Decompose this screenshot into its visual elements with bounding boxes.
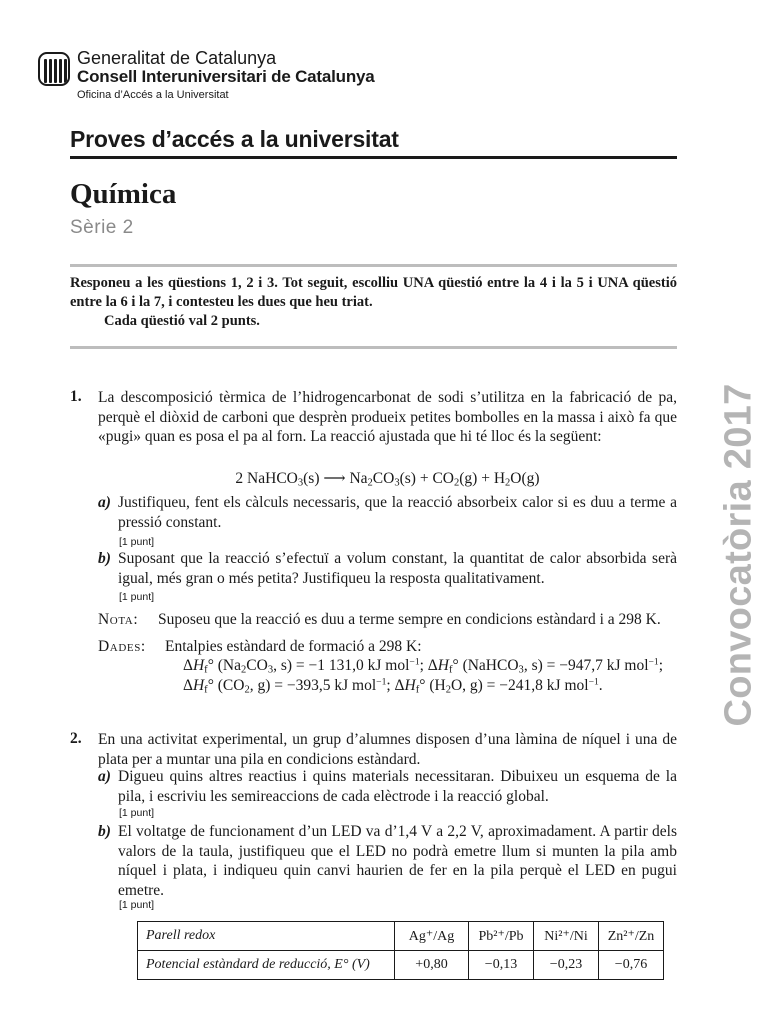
divider bbox=[70, 346, 677, 349]
question-1-equation: 2 NaHCO$_3$(s) ⟶ $Na_2CO_3(s) + CO_2(g) + H_2O(g)$ bbox=[235, 470, 540, 489]
table-row bbox=[138, 951, 664, 980]
question-1b bbox=[98, 549, 677, 588]
table-header-potential: Potencial estàndard de reducció, E° (V) bbox=[138, 951, 395, 980]
question-2a-points: [1 punt] bbox=[119, 807, 155, 819]
instructions bbox=[70, 274, 677, 331]
header-council: Consell Interuniversitari de Catalunya bbox=[77, 67, 375, 86]
table-cell: −0,13 bbox=[469, 951, 534, 980]
question-1a-text: Justifiqueu, fent els càlculs necessaris, que la reacció absorbeix calor si es duu a terme a pressió constant. bbox=[118, 494, 677, 531]
call-year-label: Convocatòria 2017 bbox=[717, 383, 760, 727]
question-2-number: 2. bbox=[70, 730, 82, 747]
question-1b-label: b) bbox=[98, 550, 111, 567]
divider bbox=[70, 264, 677, 267]
data-tag: Dades: bbox=[98, 638, 146, 655]
question-2-intro: En una activitat experimental, un grup d’alumnes disposen d’una làmina de níquel i una de plata per a muntar una pila en condicions estàndard. bbox=[98, 731, 677, 768]
question-1-intro: La descomposició tèrmica de l’hidrogencarbonat de sodi s’utilitza en la fabricació de pa, perquè el diòxid de carboni que desprèn produeix petites bombolles en la massa i això fa que «pugi» quan es posa el pa al forn. La reacció ajustada que hi té lloc és la següent: bbox=[98, 389, 677, 445]
note-text: Suposeu que la reacció es duu a terme sempre en condicions estàndard i a 298 K. bbox=[158, 611, 661, 628]
table-row bbox=[138, 922, 664, 951]
question-1b-text: Suposant que la reacció s’efectuï a volum constant, la quantitat de calor absorbida serà igual, més gran o més petita? Justifiqueu la resposta qualitativament. bbox=[118, 550, 677, 587]
data-heading bbox=[98, 638, 698, 656]
subject-title: Química bbox=[70, 178, 177, 210]
question-2b-text: El voltatge de funcionament d’un LED va d’1,4 V a 2,2 V, aproximadament. A partir dels valors de la taula, justifiqueu que el LED no podrà emetre llum si munten la pila amb níquel i plata, i indiqueu quin canvi haurien de fer en la pila perquè el LED en pugui emetre. bbox=[118, 823, 677, 899]
table-cell: Ag⁺/Ag bbox=[395, 922, 469, 951]
table-cell: −0,76 bbox=[599, 951, 664, 980]
table-cell: +0,80 bbox=[395, 951, 469, 980]
question-2b bbox=[98, 822, 677, 900]
question-2a-label: a) bbox=[98, 768, 111, 785]
table-cell: −0,23 bbox=[534, 951, 599, 980]
header-office: Oficina d’Accés a la Universitat bbox=[77, 89, 229, 101]
question-1a-points: [1 punt] bbox=[119, 536, 155, 548]
question-1a bbox=[98, 493, 677, 532]
table-cell: Zn²⁺/Zn bbox=[599, 922, 664, 951]
question-2a bbox=[98, 767, 677, 806]
note bbox=[98, 611, 698, 629]
instructions-text: Responeu a les qüestions 1, 2 i 3. Tot seguit, escolliu UNA qüestió entre la 4 i la 5 i UNA qüestió entre la 6 i la 7, i contesteu les dues que heu triat. bbox=[70, 275, 677, 310]
question-2b-label: b) bbox=[98, 823, 111, 840]
data-line-1: $\Delta H_f^\circ$ ($Na_2CO_3$, s) = −1 131,0 kJ mol$^{-1}$; $\Delta H_f^\circ$ (NaHCO$_3$, s) = −947,7 kJ mol$^{-1}$; bbox=[183, 656, 664, 676]
table-cell: Ni²⁺/Ni bbox=[534, 922, 599, 951]
note-tag: Nota: bbox=[98, 611, 139, 628]
data-text: Entalpies estàndard de formació a 298 K: bbox=[165, 638, 422, 655]
exam-title: Proves d’accés a la universitat bbox=[70, 126, 399, 152]
header-institution: Generalitat de Catalunya bbox=[77, 48, 277, 68]
question-2b-points: [1 punt] bbox=[119, 899, 155, 911]
question-1a-label: a) bbox=[98, 494, 111, 511]
series-label: Sèrie 2 bbox=[70, 217, 134, 238]
question-1b-points: [1 punt] bbox=[119, 591, 155, 603]
redox-table bbox=[137, 921, 664, 980]
instructions-points: Cada qüestió val 2 punts. bbox=[104, 313, 260, 329]
generalitat-logo-icon bbox=[38, 52, 70, 86]
data-line-2: $\Delta H_f^\circ$ ($CO_2$, g) = −393,5 kJ mol$^{-1}$; $\Delta H_f^\circ$ ($H_2O$, g) = −241,8 kJ mol$^{-1}$. bbox=[183, 676, 603, 696]
table-cell: Pb²⁺/Pb bbox=[469, 922, 534, 951]
table-header-couple: Parell redox bbox=[138, 922, 395, 951]
divider bbox=[70, 156, 677, 159]
question-1-number: 1. bbox=[70, 388, 82, 405]
question-2a-text: Digueu quins altres reactius i quins materials necessitaran. Dibuixeu un esquema de la pila, i escriviu les semireaccions de cada elèctrode i la reacció global. bbox=[118, 768, 677, 805]
